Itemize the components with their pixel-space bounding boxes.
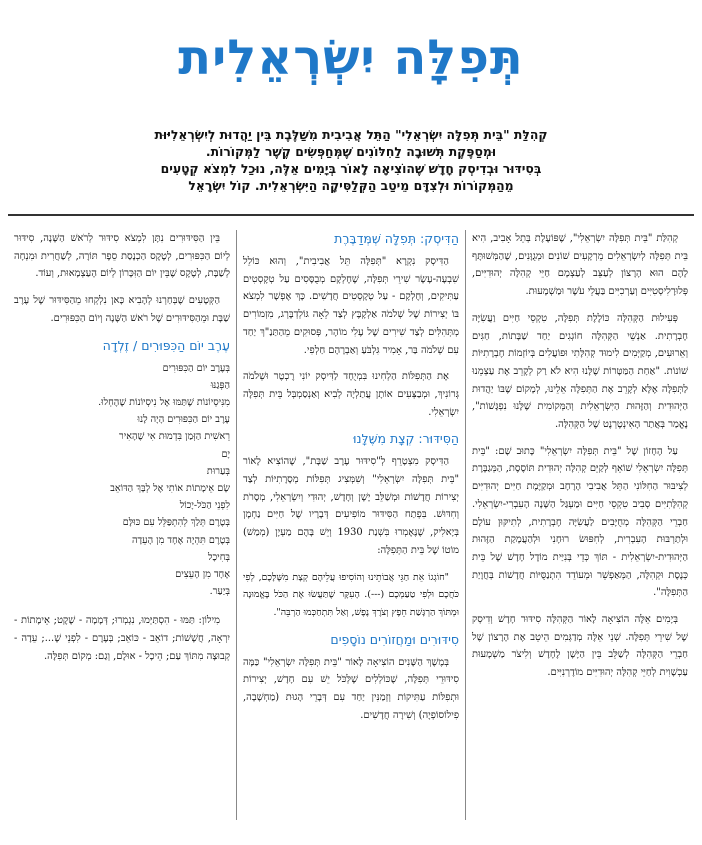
quote: "חוֹגְגוֹ אֵת חַגֵּי אֲבוֹתֵינוּ וְהוֹסִיפוּ עֲלֵיהֶם קְצָת מִשֶּׁלָּכֶם, לְפִי כֹּחֲכֶם וּלְפִי טַעַמְכֶם (---). הָעִקָּר שֶׁתַּעֲשׂוּ אֶת הַכֹּל בֶּאֱמוּנָה וּמְתּוֹךְ הַרְגָּשַׁת חֵפֶץ וְצֹרֶךְ נֶפֶשׁ, וְאַל תִּתְחַכְּמוּ הַרְבֵּה". [243,571,459,618]
poem-line: אֶחָד מִן הָעֵצִים [175,568,230,580]
poem-line: לִפְנֵי הַכֹּל-יָכוֹל [179,500,230,512]
section-heading-disc: הַדִּיסְק: תְּפִלָּה שְׁמְּדַבֶּרֶת [334,231,459,246]
intro-line: וּמְסַפֶּקֶת תְּשׁוּבָה לַחִלּוֹנִים שֶׁמְּחַפְּשִׂים קֶשֶׁר לַמְּקוֹרוֹת. [205,144,497,159]
column-right [466,230,694,820]
paragraph: בֵּין הַסִּידּוּרִים נִתָּן לִמְצֹא סִידּוּר לְרֹאשׁ הַשָּׁנָה, סִידּוּר לְיוֹם הַכִּפּוּרִים, לְטֶקֶס הַכְנָסַת סֵפֶר תּוֹרָה, לְשַׁחֲרִית וּמִנְחָה לְשַׁבָּת, לְטֶקֶס שֶׁבֵּין יוֹם הַזִּכָּרוֹן לְיוֹם הָעַצְמָאוּת, וְעוֹד. [14,233,230,280]
poem-line: בְּטֶרֶם תִּהְיֶה אֶחָד מִן הָעֵדָה [132,534,230,546]
poem-line: יָם [221,448,230,460]
poem-line: הַפְּגַנּוּ [210,379,230,391]
paragraph: בְּמֶשֶׁךְ הַשָּׁנִים הוֹצִיאָה לָאוֹר "בֵּית תְּפִלָּה יִשְׂרְאֵלִי" כַּמָּה סִידּוּרֵי תְּפִלָּה, שֶׁכּוֹלְלִים שֶׁלְּכֹּל יֵשׁ עִם חָדָשׁ, יְצִירוֹת וּתְפִלּוֹת עַתִּיקוֹת וְזְמַנִּין יַחַד עִם דְּבָרֵי הָגוּת (מַחְשָׁבָה, פִילוֹסוֹפְיָה) וְשִׁירָה חֲדָשִׁים. [243,656,459,721]
paragraph: עַל הֶחָזוֹן שֶׁל "בֵּית תְּפִלָּה יִשְׂרְאֵלִי" כָּתוּב שָׁם: "בֵּית תְּפִלָּה יִשְׂרְאֵלִי שׁוֹאֵף לְקַיֵּם קְהִלָּה יְהוּדִית תּוֹסֶסֶת, הַמְּגַבֶּרֶת לְצִיבּוּר הַחִלּוֹנִי הַתֵּל אֲבִיבִי הָרָחָב וּמְקַיֶּמֶת חַיִּים יְהוּדִיִּים קְהִלָּתִיִּים סְבִיב טִקְסֵי חַיִּים וּמַעְגַּל הַשָּׁנָה הָעִבְרִי-יִשְׂרְאֵלִי. חַבְרֵי הַקְּהִלָּה מְחֻיָּבִים לַעֲשִׂיָּה חֶבְרָתִית, לְתִיקּוּן עוֹלָם וּלְתַרְבּוּת הָעִבְרִית, לְחִפּוּשׂ רוּחָנִי וּלְהַעֲמָקַת הַזֶּהוּת הַיְּהוּדִית-יִשְׂרְאֵלִית - תּוֹךְ כְּדֵי בְּנִיַּית מוֹדֶל חָדָשׁ שֶׁל בֵּית כְּנֶסֶת וּקְהִלָּה, הַמְּאַפְשֵׁר וּמְעוֹדֵד הִתְנַסֻּיּוֹת חֲדָשׁוֹת בְּחֲוָיַת הַתְּפִלָּה". [472,445,688,599]
paragraph: הַקְּטָעִים שֶׁבְּחַרְנוּ לְהָבִיא כָּאן נִלְקְחוּ מֵהַסִּידּוּר שֶׁל עֶרֶב שַׁבָּת וּמֵהַסִּידּוּרִים שֶׁל רֹאשׁ הַשָּׁנָה וְיוֹם הַכִּפּוּרִים. [14,295,230,324]
article-columns [8,230,694,820]
section-heading-siddur: הַסִּידּוּר: קְצָת מִשֶּׁלָּנוּ [353,431,459,447]
paragraph: בְּיָמִים אֵלֶּה הוֹצִיאָה לָאוֹר הַקְּהִלָּה סִידּוּר חָדָשׁ וְדִיסְק שֶׁל שִׁירֵי תְּפִלָּה. שְׁנֵי אֵלֶּה מְדַגְּמִים הֵיטֵב אֶת הָרָצוֹן שֶׁל חַבְרֵי הַקְּהִלָּה לְשַׁלֵּב בֵּין הַיָּשָׁן לֶחָדָשׁ וְלִיצֹר מַשְׁמָעוּת עַכְשָׁוִית לְחַיֵּי קְהִלָּה יְהוּדִיִּים מוֹדֶרְנִיִּים. [472,614,688,679]
poem-line: בְּטֶרֶם תְּלַךְ לְהִתְפַּלֵּל עִם כּוּלָּם [122,517,230,529]
poem-line: בְּחִיכָל [208,551,230,563]
glossary: מִילוֹן: תַּמּוּ - הִסְתַּיְּמוּ, נִגְמְרוּ; דְּמָמָה - שֶׁקֶט; אֵימָתוֹת - יִרְאָה, חֲשָׁשׁוֹת; דוֹאֵב - כּוֹאֵב; בְּעֶרֶם - לִפְנֵי שֶׁ...; עֵדָה - קְבוּצָה מִתּוֹךְ עַם; הֵיכָל - אוּלָם, וְגַם: מְקוֹם תְּפִלָּה. [14,615,230,662]
paragraph: הַדִּיסְק נִקְרָא "תְּפִלָּה תֵּל אֲבִיבִית", וְהוּא כּוֹלֵל שִׁבְעָה-עָשָׂר שִׁירֵי תְּפִלָּה, שֶׁחֶלְקָם מְבֻסָּסִים עַל טְקָסְטִים עַתִּיקִים, וְחֶלְקָם - עַל טְקָסְטִים חֲדָשִׁים. כָּךְ אֶפְשָׁר לִמְצֹא בּוֹ יְצִירוֹת שֶׁל שְׁלֹמֹה אַלְקָבֶּץ לְצַד לֵאָה גּוֹלְדְבֶּרְג, מִזְמוֹרִים מְתְּהִלִּים לְצַד שִׁירִים שֶׁל עֶלִי מוֹהָר, פְּסוּקִים מֵהַתַּנַ"ךְ יַחַד עִם שְׁלֹמֹה בַּר, אָמִיר גִּלְבֹּעַ וְאַבְרָהָם חַלְפִי. [243,256,459,356]
poem-line: רֵאשִׁית הַזְּמַן בִּדְמוּת אִי שֶׁהָאִיר [119,431,230,443]
intro-line: מֵהַמְּקוֹרוֹת וּלְצִדָּם מֵיטַב הַקְּלַסִּיקָה הַיִּשְׂרְאֵלִית. קוֹל יִשְׂרָאֵל [188,178,514,193]
page-title: תְּפִלָּה יִשְׂרְאֵלִית [178,30,524,86]
intro-line: בְּסִידּוּר וּבְדִיסְק חָדָשׁ שֶׁהוֹצִיאָה לָאוֹר בְּיָמִים אֵלֶּה, נוּכַל לִמְצֹא קְטָעִים [160,161,542,176]
poem-line: בְּיַעַר. [209,586,230,598]
poem-title: עֶרֶב יוֹם הַכִּפּוּרִים / זֶלְדָה [102,337,230,353]
paragraph: הַדִּיסְק מִצְטָרֵף לְ"סִידּוּר עֶרֶב שַׁבָּת", שֶׁהוֹצִיא לָאוֹר "בֵּית תְּפִלָּה יִשְׂרְאֵלִי" וְשִׁמְּצִיג תְּפִלּוֹת מְסָרָתִיּוֹת לְצַד יְצִירוֹת חֲדָשׁוֹת וּמְשַׁלֵּב יָשָׁן וְחָדָשׁ, יְהוּדִי וְיִשְׂרְאֵלִי, מְסָרֹת וְחִדּוּשׁ. בִּפְתַח הַסִּידּוּר מוֹפִיעִים דְּבָרָיו שֶׁל חַיִּים נַחְמָן בְּיָאלִיק, שֶׁנֶּאֶמְרוּ בִּשְׁנַת 1930 וְיֵשׁ בָּהֶם מַעְיָן (מְמַשׁ) מוֹטוֹ שֶׁל בֵּית הַתְּפִלָּה: [243,456,460,556]
poem-line: עֶרֶב יוֹם הַכִּפּוּרִים הָיָה לָנוּ [137,414,230,426]
paragraph: אֶת הַתְּפִלּוֹת הַלְחִינוּ בִּמְיֻחָד לַדִּיסְק יוֹנִי רֶכְטֶר וּשְׁלֹמֹה גְּרוֹנִיךְ, וּמְבַצְּעִים אוֹתָן עֲתַלְיָה לְבִיא וְאַנְסַמְבְּל בֵּית תְּפִלָּה יִשְׂרְאֵלִי. [243,371,459,418]
column-left [8,230,237,820]
paragraph: פְּעִילוּת הַקְּהִלָּה כּוֹלֶלֶת תְּפִלָּה, טִקְסֵי חַיִּים וַעֲשִׂיָּה חֶבְרָתִית. אַנְשֵׁי הַקְּהִלָּה חוֹגְגִים יַחַד שַׁבָּתוֹת, חַגִּים וְאֵרוּעִים, מְקַיְּמִים לִימוּד קְהִלָּתִי וּפוֹעֲלִים בְּיוֹזְמוֹת חֶבְרָתִיּוֹת שׁוֹנוֹת. "אַחַת הַמַּטָּרוֹת שֶׁלָּנוּ הִיא לֹא רַק לְקָרֵב אֶת עַצְמֵנוּ לַתְּפִלָּה אֶלָּא לְקָרֵב אֶת הַתְּפִלָּה אֵלֵינוּ, לְמָקוֹם שֶׁבּוֹ יַהֲדוּת הַיְּהוּדִית וְהַזֶּהוּת הַיִּשְׂרְאֵלִית וְהַמְּקוֹמִית שֶׁלָּנוּ נִפְגָּשׁוֹת", נֶאֱמַר בְּאֲתַר הָאִינְטֶרְנֶט שֶׁל הַקְּהִלָּה. [472,312,688,431]
section-heading-more: סִידּוּרִים וּמַחֲזוֹרִים נוֹסָפִים [330,631,459,647]
poem-line: בְּעַרוּת [206,465,230,477]
divider [8,214,694,216]
poem-line: מִנִּיסְיוֹנוֹת שֶׁתַּמּוּ אֶל נִיסְיוֹנוֹת שֶׁהֶחְלוּ. [98,396,230,408]
poem-line: בְּעֶרֶב יוֹם הַכִּפּוּרִים [162,362,230,374]
intro-line: קְהִלַּת "בֵּית תְּפִלָּה יִשְׂרְאֵלִי" הַתֵּל אֲבִיבִית מִשַּׁלֶּבֶת בֵּין יַהֲדוּת לְיִשְׂרְאֵלִיּוּת [154,127,548,142]
intro-block [62,126,640,194]
paragraph: קְהִלַּת "בֵּית תְּפִלָּה יִשְׂרְאֵלִי", שֶׁפּוֹעֶלֶת בְּתֵל אָבִיב, הִיא בֵּית תְּפִלָּה לְיִשְׂרְאֵלִים מֵרְקָעִים שׁוֹנִים וּמְגֻוָּנִים, שֶׁהַמְּשׁוּתָּף לָהֶם הוּא הָרָצוֹן לְעַצֵּב לְעַצְמָם חַיֵּי קְהִלָּה יְהוּדִיִּים, פְּלוּרָלִיסְטִיִּים וְעַרְכִיִּים בַּעֲלֵי עֹשֶׁר וּמַשְׁמָעוּת. [472,233,688,298]
column-middle [237,230,466,820]
poem-line: שָׂם אֵימָתוֹת אוֹתִי אֶל לְבָּךְ הַדּוֹאֵב [110,482,230,494]
poem [14,360,230,601]
